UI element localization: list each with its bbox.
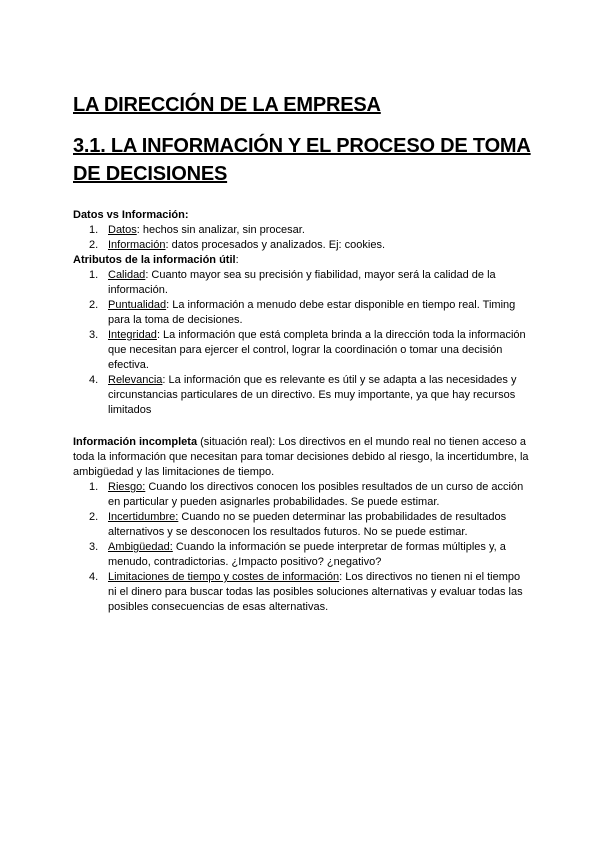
list-text: : hechos sin analizar, sin procesar. xyxy=(136,224,305,236)
list-number: 4. xyxy=(89,374,99,386)
list-number: 1. xyxy=(89,269,99,281)
list-item xyxy=(73,480,531,510)
list-number: 1. xyxy=(89,224,99,236)
list-term: Ambigüedad: xyxy=(108,541,173,553)
list-text: : Cuanto mayor sea su precisión y fiabilidad, mayor será la calidad de la información. xyxy=(108,269,496,296)
list-term: Integridad xyxy=(108,329,157,341)
list-term: Información xyxy=(108,239,166,251)
list-number: 2. xyxy=(89,239,99,251)
list-text: : datos procesados y analizados. Ej: cookies. xyxy=(165,239,385,251)
list-text: : La información que está completa brinda a la dirección toda la información que necesitan para ejercer el control, lograr la coordinación o tomar una decisión efectiva. xyxy=(108,329,526,371)
list-number: 1. xyxy=(89,481,99,493)
list-term: Incertidumbre: xyxy=(108,511,179,523)
list-text: Cuando la información se puede interpretar de formas múltiples y, a menudo, contradictorias. ¿Impacto positivo? ¿negativo? xyxy=(108,541,506,568)
section-title: 3.1. LA INFORMACIÓN Y EL PROCESO DE TOMA DE DECISIONES xyxy=(73,135,531,185)
section-heading: Datos vs Información: xyxy=(73,209,189,221)
list-item xyxy=(73,268,531,298)
atributos-section xyxy=(73,253,531,418)
list-term: Relevancia xyxy=(108,374,163,386)
heading-text: Información incompleta xyxy=(73,436,198,448)
intro-text: (situación real): Los directivos en el mundo real no tienen acceso a toda la información que necesitan para tomar decisiones debido al riesgo, la incertidumbre, la ambigüedad y las limitaciones de tiempo. xyxy=(73,436,529,478)
list-item xyxy=(73,238,531,253)
list-text: Cuando los directivos conocen los posibles resultados de un curso de acción en particular y pueden asignarles probabilidades. Se puede estimar. xyxy=(108,481,524,508)
document-page xyxy=(73,92,531,615)
list-item xyxy=(73,223,531,238)
list-item xyxy=(73,298,531,328)
list-text: : La información que es relevante es útil y se adapta a las necesidades y circunstancias particulares de un directivo. Es muy importante, ya que hay recursos limitados xyxy=(108,374,517,416)
datos-vs-informacion-section xyxy=(73,208,531,253)
list-number: 3. xyxy=(89,541,99,553)
list-item xyxy=(73,510,531,540)
page-title: LA DIRECCIÓN DE LA EMPRESA xyxy=(73,94,381,116)
list-item xyxy=(73,540,531,570)
section-intro xyxy=(73,435,531,480)
list-text: Cuando no se pueden determinar las probabilidades de resultados alternativos y se desconocen los resultados futuros. No se puede estimar. xyxy=(108,511,507,538)
list-term: Riesgo: xyxy=(108,481,146,493)
list-text: : Los directivos no tienen ni el tiempo ni el dinero para buscar todas las posibles soluciones alternativas y evaluar todas las posibles consecuencias de esas alternativas. xyxy=(108,571,523,613)
list-item xyxy=(73,328,531,373)
heading-suffix: : xyxy=(235,254,239,266)
list-number: 2. xyxy=(89,511,99,523)
list-number: 4. xyxy=(89,571,99,583)
list-number: 3. xyxy=(89,329,99,341)
list-item xyxy=(73,570,531,615)
list-term: Puntualidad xyxy=(108,299,167,311)
list-term: Datos xyxy=(108,224,137,236)
spacer xyxy=(73,418,531,435)
list-number: 2. xyxy=(89,299,99,311)
heading-text: Atributos de la información útil xyxy=(73,254,236,266)
informacion-incompleta-section xyxy=(73,435,531,615)
list-text: : La información a menudo debe estar disponible en tiempo real. Timing para la toma de decisiones. xyxy=(108,299,516,326)
list-item xyxy=(73,373,531,418)
list-term: Calidad xyxy=(108,269,146,281)
list-term: Limitaciones de tiempo y costes de información xyxy=(108,571,340,583)
section-heading xyxy=(73,253,531,268)
